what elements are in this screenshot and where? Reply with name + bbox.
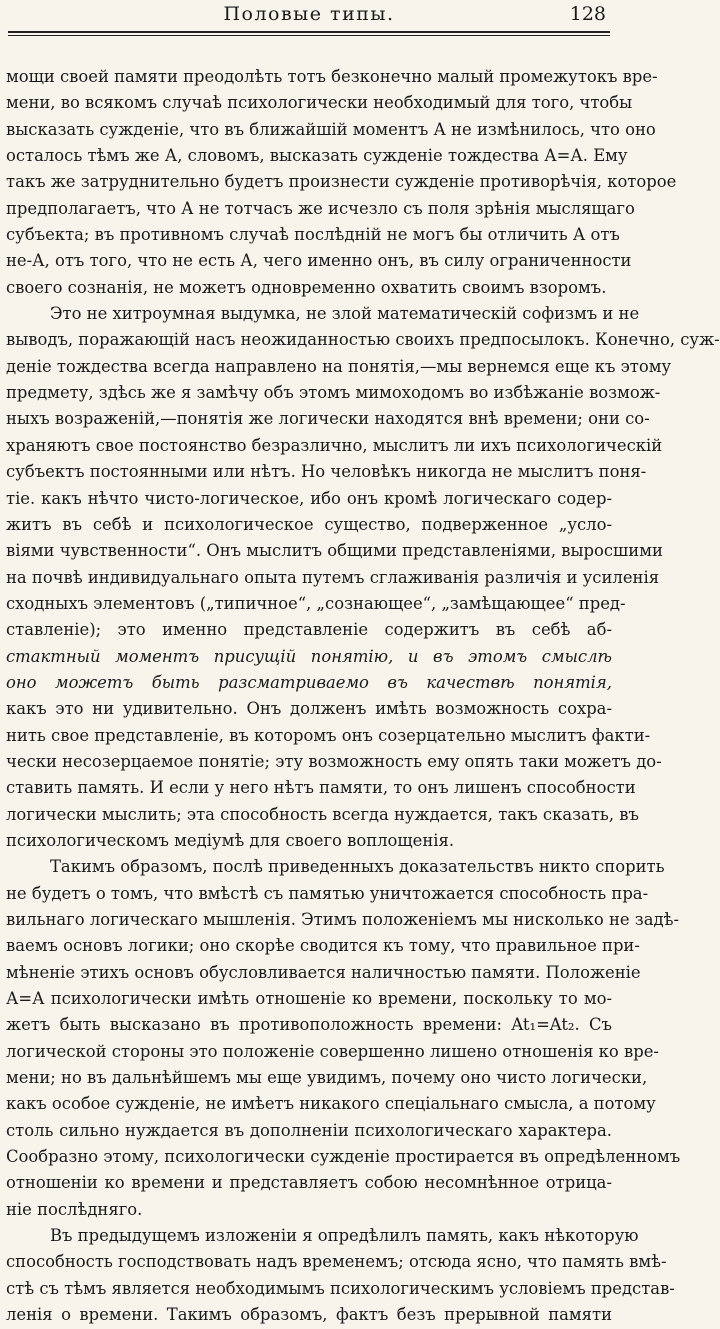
text-line: столь сильно нуждается въ дополненіи психологическаго характера. bbox=[6, 1120, 612, 1140]
text-line: нить свое представленіе, въ которомъ онъ созерцательно мыслитъ факти- bbox=[6, 725, 651, 745]
text-line: ніе послѣдняго. bbox=[6, 1199, 143, 1219]
text-line: ставленіе); это именно представленіе содержитъ въ себѣ аб- bbox=[6, 620, 612, 640]
text-line: предмету, здѣсь же я замѣчу объ этомъ мимоходомъ во избѣжаніе возмож- bbox=[6, 383, 661, 403]
page-number: 128 bbox=[569, 3, 606, 25]
page-header bbox=[6, 0, 612, 32]
text-line: ныхъ возраженій,—понятія же логически находятся внѣ времени; они со- bbox=[6, 409, 650, 429]
text-line: не-А, отъ того, что не есть А, чего именно онъ, въ силу ограниченности bbox=[6, 251, 632, 271]
text-line: мени; но въ дальнѣйшемъ мы еще увидимъ, почему оно чисто логически, bbox=[6, 1068, 648, 1088]
text-line: віями чувственности“. Онъ мыслитъ общими представленіями, выросшими bbox=[6, 541, 663, 561]
text-line: своего сознанія, не можетъ одновременно охватить своимъ взоромъ. bbox=[6, 277, 607, 297]
text-line: логической стороны это положеніе совершенно лишено отношенія ко вре- bbox=[6, 1041, 659, 1061]
text-line: какъ особое сужденіе, не имѣетъ никакого спеціальнаго смысла, а потому bbox=[6, 1094, 656, 1114]
text-line: мощи своей памяти преодолѣть тотъ безконечно малый промежутокъ вре- bbox=[6, 67, 658, 86]
text-line: стактный моментъ присущій понятію, и въ этомъ смыслѣ bbox=[6, 646, 612, 666]
header-rule-thick bbox=[8, 31, 610, 33]
running-title: Половые типы. bbox=[223, 3, 395, 25]
text-line: отношеніи ко времени и представляетъ собою несомнѣнное отрица- bbox=[6, 1173, 612, 1193]
text-line: вильнаго логическаго мышленія. Этимъ положеніемъ мы нисколько не задѣ- bbox=[6, 910, 680, 929]
text-line: не будетъ о томъ, что вмѣстѣ съ памятью уничтожается способность пра- bbox=[6, 883, 649, 903]
text-line: Это не хитроумная выдумка, не злой математическій софизмъ и не bbox=[50, 304, 640, 324]
text-line: житъ въ себѣ и психологическое существо, подверженное „усло- bbox=[6, 514, 612, 534]
text-line: ленія о времени. Такимъ образомъ, фактъ безъ прерывной памяти bbox=[6, 1305, 612, 1325]
header-rule-thin bbox=[8, 35, 610, 36]
text-line: мени, во всякомъ случаѣ психологически необходимый для того, чтобы bbox=[6, 93, 633, 113]
text-line: субъекта; въ противномъ случаѣ послѣдній не могъ бы отличить А отъ bbox=[6, 225, 620, 245]
text-line: Въ предыдущемъ изложеніи я опредѣлилъ память, какъ нѣкоторую bbox=[50, 1226, 639, 1246]
text-line: храняютъ свое постоянство безразлично, мыслитъ ли ихъ психологическій bbox=[6, 435, 663, 455]
text-line: высказать сужденіе, что въ ближайшій моментъ А не измѣнилось, что оно bbox=[6, 119, 656, 139]
text-line: сходныхъ элементовъ („типичное“, „сознающее“, „замѣщающее“ пред- bbox=[6, 593, 626, 613]
text-line: какъ это ни удивительно. Онъ долженъ имѣть возможность сохра- bbox=[6, 699, 612, 719]
text-line: предполагаетъ, что А не тотчасъ же исчезло съ поля зрѣнія мыслящаго bbox=[6, 198, 635, 218]
text-line: оно можетъ быть разсматриваемо въ качествѣ понятія, bbox=[6, 672, 612, 692]
text-line: способность господствовать надъ временемъ; отсюда ясно, что память вмѣ- bbox=[6, 1252, 667, 1272]
text-line: жетъ быть высказано въ противоположность времени: At₁=At₂. Съ bbox=[6, 1015, 612, 1035]
text-line: на почвѣ индивидуальнаго опыта путемъ сглаживанія различія и усиленія bbox=[6, 567, 660, 587]
text-line: субъектъ постоянными или нѣтъ. Но человѣкъ никогда не мыслитъ поня- bbox=[6, 462, 647, 482]
text-line: мѣненіе этихъ основъ обусловливается наличностью памяти. Положеніе bbox=[6, 962, 641, 982]
text-line: Сообразно этому, психологически сужденіе простирается въ опредѣленномъ bbox=[6, 1147, 681, 1167]
text-line: выводъ, поражающій насъ неожиданностью своихъ предпосылокъ. Конечно, суж- bbox=[6, 330, 720, 350]
text-line: деніе тождества всегда направлено на понятія,—мы вернемся еще къ этому bbox=[6, 356, 672, 376]
text-line: Такимъ образомъ, послѣ приведенныхъ доказательствъ никто спорить bbox=[50, 857, 665, 877]
text-line: осталось тѣмъ же А, словомъ, высказать сужденіе тождества А=А. Ему bbox=[6, 146, 628, 166]
text-line: стѣ съ тѣмъ является необходимымъ психологическимъ условіемъ представ- bbox=[6, 1278, 675, 1298]
text-line: ставить память. И если у него нѣтъ памяти, то онъ лишенъ способности bbox=[6, 778, 636, 798]
text-line: А=А психологически имѣть отношеніе ко времени, поскольку то мо- bbox=[6, 989, 612, 1009]
body-text bbox=[6, 64, 720, 1329]
text-line: психологическомъ медіумѣ для своего воплощенія. bbox=[6, 830, 455, 850]
text-line: такъ же затруднительно будетъ произнести сужденіе противорѣчія, которое bbox=[6, 172, 677, 192]
text-line: логически мыслить; эта способность всегда нуждается, такъ сказать, въ bbox=[6, 804, 639, 824]
text-line: чески несозерцаемое понятіе; эту возможность ему опять таки можетъ до- bbox=[6, 751, 662, 771]
text-line: ваемъ основъ логики; оно скорѣе сводится къ тому, что правильное при- bbox=[6, 936, 640, 956]
text-line: тіе. какъ нѣчто чисто-логическое, ибо онъ кромѣ логическаго содер- bbox=[6, 488, 612, 508]
